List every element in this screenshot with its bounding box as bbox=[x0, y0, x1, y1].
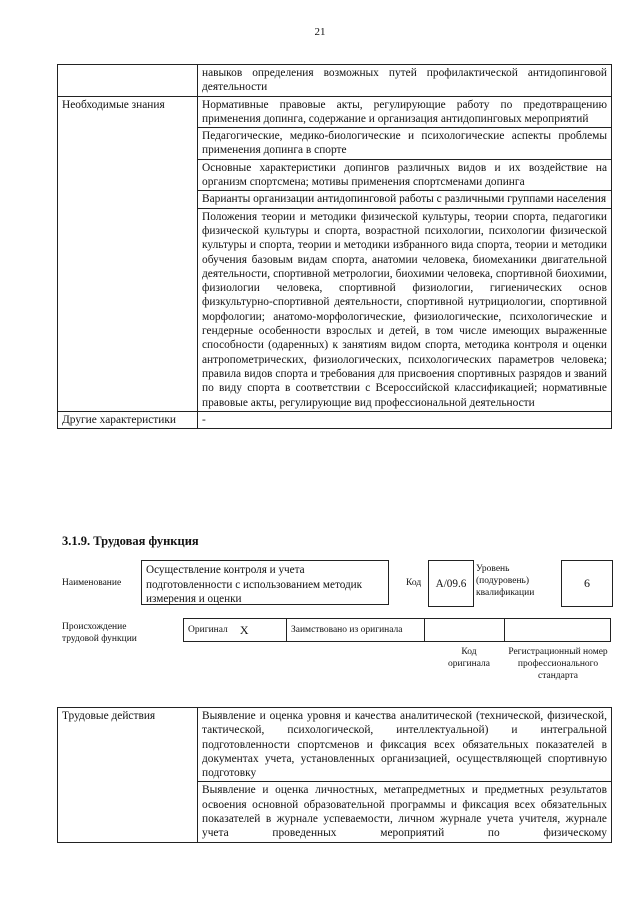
name-value: Осуществление контроля и учета подготовленности с использованием методик измерения и оценки bbox=[141, 560, 389, 605]
table-row bbox=[58, 96, 612, 128]
section-heading: 3.1.9. Трудовая функция bbox=[62, 534, 199, 548]
table-row bbox=[58, 708, 612, 782]
reg-number-label: Регистрационный номер профессионального стандарта bbox=[508, 647, 608, 681]
reg-number-cell bbox=[505, 618, 611, 642]
row-item: Варианты организации антидопинговой работы с различными группами населения bbox=[198, 191, 612, 208]
row-label: Необходимые знания bbox=[58, 96, 198, 411]
original-cell bbox=[183, 618, 287, 642]
code-label: Код bbox=[406, 578, 422, 588]
borrowed-label: Заимствовано из оригинала bbox=[291, 625, 403, 635]
original-mark: X bbox=[239, 622, 249, 637]
code-original-label: Код оригинала bbox=[448, 647, 490, 669]
table-row bbox=[58, 411, 612, 428]
row-label bbox=[58, 65, 198, 97]
level-label: Уровень (подуровень) квалификации bbox=[476, 564, 535, 598]
borrowed-cell bbox=[287, 618, 425, 642]
code-value: A/09.6 bbox=[428, 560, 474, 607]
name-label: Наименование bbox=[62, 578, 122, 588]
code-original-cell bbox=[425, 618, 505, 642]
row-item: - bbox=[198, 411, 612, 428]
row-item: Педагогические, медико-биологические и психологические аспекты проблемы применения допинга в спорте bbox=[198, 128, 612, 160]
row-item: Положения теории и методики физической культуры, теории спорта, педагогики физической культуры и спорта, возрастной психологии, психологии физической культуры и спорта, теории и методики избранного вида спорта, теории и методики обучения базовым видам спорта, анатомии человека, биомеханики двигательной деятельности, спортивной метрологии, биохимии человека, спортивной биохимии, физиологии человека, спортивной физиологии, гигиенических основ физкультурно-спортивной деятельности, спортивной нутрициологии, спортивной морфологии; анатомо-морфологические, физиологические, психологические и гендерные особенности взрослых и детей, в том числе имеющих выраженные способности (одаренных) к занятиям видом спорта, методика контроля и оценки антропометрических, физиологических, психологических параметров человека; правила видов спорта и требования для присвоения спортивных разрядов и званий по виду спорта в соответствии с Всероссийской классификацией; нормативные правовые акты, регулирующие вид профессиональной деятельности bbox=[198, 208, 612, 411]
original-label: Оригинал bbox=[188, 625, 228, 635]
origin-label: Происхождение трудовой функции bbox=[62, 622, 137, 644]
row-label: Трудовые действия bbox=[58, 708, 198, 843]
origin-row bbox=[183, 618, 611, 644]
top-table bbox=[57, 64, 612, 429]
page-number: 21 bbox=[314, 26, 326, 38]
row-item: Выявление и оценка уровня и качества аналитической (технической, физической, тактической, психологической, интеллектуальной) и интегральной подготовленности спортсменов и фиксация всех обязательных показателей в документах учета, установленных организацией, осуществляющей спортивную подготовку bbox=[198, 708, 612, 782]
row-item: Основные характеристики допингов различных видов и их воздействие на организм спортсмена; мотивы применения спортсменами допинга bbox=[198, 159, 612, 191]
row-label: Другие характеристики bbox=[58, 411, 198, 428]
row-item: Нормативные правовые акты, регулирующие работу по предотвращению применения допинга, содержание и организация антидопинговых мероприятий bbox=[198, 96, 612, 128]
row-item: навыков определения возможных путей профилактической антидопинговой деятельности bbox=[198, 65, 612, 97]
bottom-table bbox=[57, 707, 612, 843]
level-value: 6 bbox=[561, 560, 613, 607]
row-item: Выявление и оценка личностных, метапредметных и предметных результатов освоения основной образовательной программы и фиксация всех обязательных показателей в журнале успеваемости, личном журнале учета учителя, журнале учета проведенных мероприятий по физическому bbox=[198, 782, 612, 842]
table-row bbox=[58, 65, 612, 97]
